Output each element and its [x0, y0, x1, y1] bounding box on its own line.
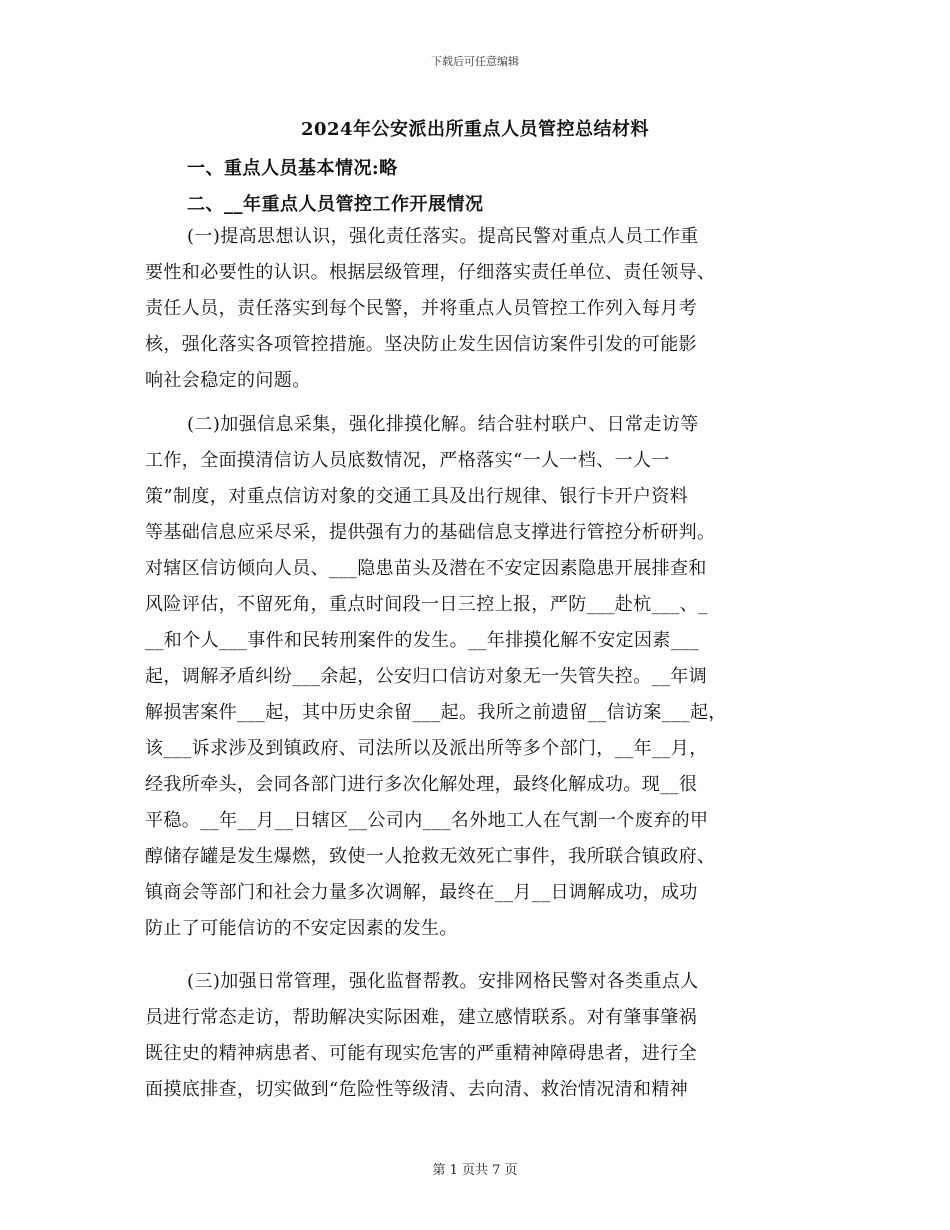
paragraph-line: (二)加强信息采集，强化排摸化解。结合驻村联户、日常走访等 — [187, 414, 699, 435]
page-header-note: 下载后可任意编辑 — [431, 55, 519, 68]
paragraph-line: (三)加强日常管理，强化监督帮教。安排网格民警对各类重点人 — [187, 971, 699, 992]
paragraph-line: 平稳。__年__月__日辖区__公司内___名外地工人在气割一个废弃的甲 — [145, 810, 709, 831]
paragraph-line: (一)提高思想认识，强化责任落实。提高民警对重点人员工作重 — [187, 226, 699, 247]
paragraph-line: 策”制度，对重点信访对象的交通工具及出行规律、银行卡开户资料 — [145, 486, 689, 507]
section-heading-basic-info: 一、重点人员基本情况:略 — [187, 158, 398, 179]
document-title: 2024年公安派出所重点人员管控总结材料 — [300, 119, 650, 140]
paragraph-line: 责任人员，责任落实到每个民警，并将重点人员管控工作列入每月考 — [145, 298, 697, 319]
paragraph-2 — [145, 407, 815, 947]
paragraph-line: 防止了可能信访的不安定因素的发生。 — [145, 918, 458, 939]
paragraph-line: 员进行常态走访，帮助解决实际困难，建立感情联系。对有肇事肇祸 — [145, 1007, 697, 1028]
section-heading-work-progress: 二、__年重点人员管控工作开展情况 — [187, 194, 484, 215]
paragraph-3 — [145, 964, 815, 1108]
paragraph-line: 工作，全面摸清信访人员底数情况，严格落实“一人一档、一人一 — [145, 450, 670, 471]
paragraph-line: 醇储存罐是发生爆燃，致使一人抢救无效死亡事件，我所联合镇政府、 — [145, 846, 716, 867]
paragraph-line: 等基础信息应采尽采，提供强有力的基础信息支撑进行管控分析研判。 — [145, 522, 716, 543]
paragraph-line: 经我所牵头，会同各部门进行多次化解处理，最终化解成功。现__很 — [145, 774, 698, 795]
paragraph-line: 风险评估，不留死角，重点时间段一日三控上报，严防___赴杭___、_ — [145, 594, 708, 615]
paragraph-line: 对辖区信访倾向人员、___隐患苗头及潜在不安定因素隐患开展排查和 — [145, 558, 707, 579]
paragraph-line: 要性和必要性的认识。根据层级管理，仔细落实责任单位、责任领导、 — [145, 262, 716, 283]
paragraph-line: 面摸底排查，切实做到“危险性等级清、去向清、救治情况清和精神 — [145, 1079, 689, 1100]
paragraph-line: 既往史的精神病患者、可能有现实危害的严重精神障碍患者，进行全 — [145, 1043, 697, 1064]
paragraph-line: 起，调解矛盾纠纷___余起，公安归口信访对象无一失管失控。__年调 — [145, 666, 708, 687]
page-number-footer: 第 1 页共 7 页 — [432, 1163, 518, 1178]
paragraph-1 — [145, 219, 815, 399]
paragraph-line: 响社会稳定的问题。 — [145, 370, 311, 391]
paragraph-line: 该___诉求涉及到镇政府、司法所以及派出所等多个部门，__年__月， — [145, 738, 708, 759]
paragraph-line: 核，强化落实各项管控措施。坚决防止发生因信访案件引发的可能影 — [145, 334, 697, 355]
paragraph-line: 解损害案件___起，其中历史余留___起。我所之前遗留__信访案___起， — [145, 702, 727, 723]
paragraph-line: __和个人___事件和民转刑案件的发生。__年排摸化解不安定因素___ — [145, 630, 699, 651]
paragraph-line: 镇商会等部门和社会力量多次调解，最终在__月__日调解成功，成功 — [145, 882, 698, 903]
